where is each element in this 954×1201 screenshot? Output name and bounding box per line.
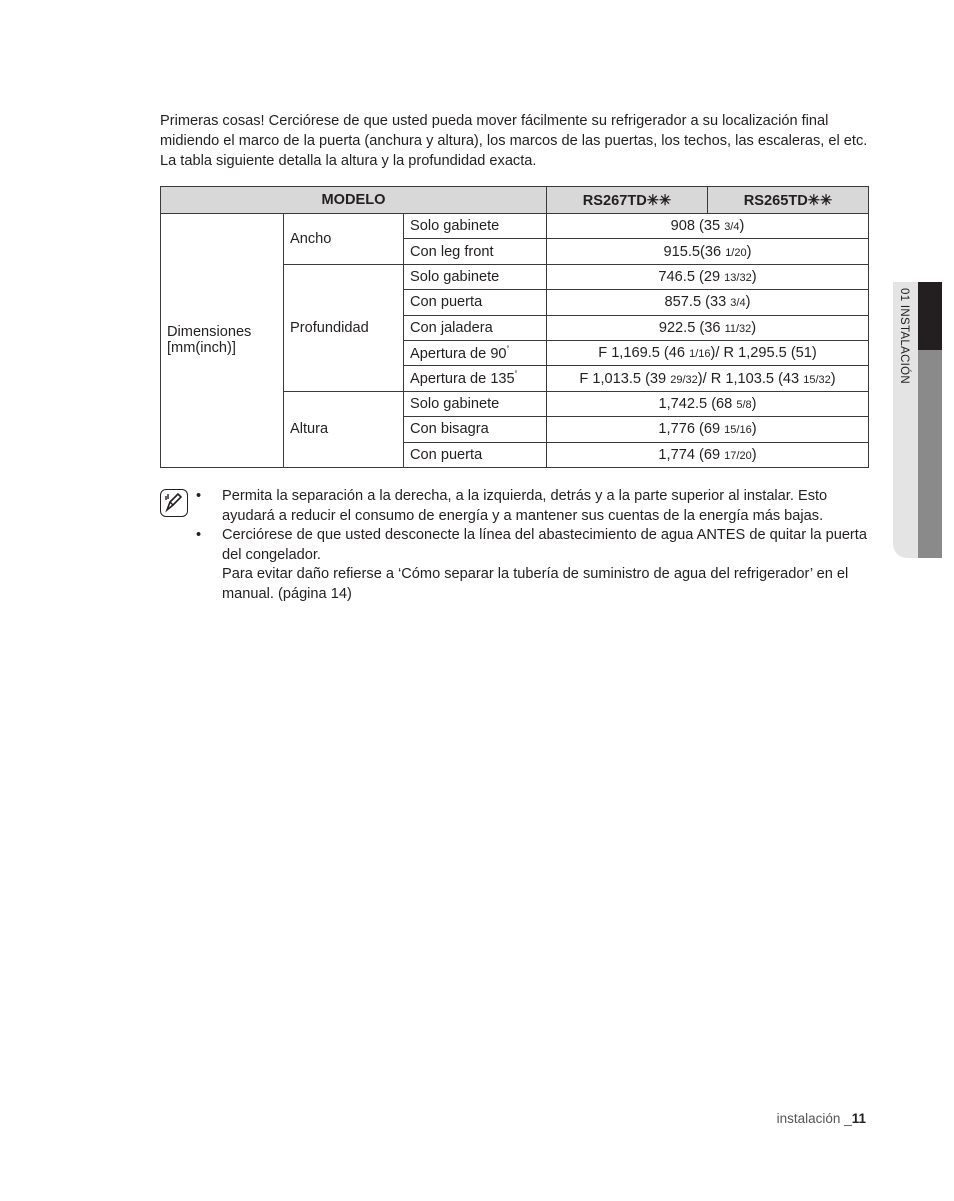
subgroup-ancho: Ancho	[284, 214, 404, 265]
row-label: Solo gabinete	[404, 264, 547, 289]
header-model: MODELO	[161, 187, 547, 214]
row-value: 1,776 (69 15/16)	[547, 417, 869, 442]
row-value: 1,774 (69 17/20)	[547, 442, 869, 467]
row-value: F 1,169.5 (46 1/16)/ R 1,295.5 (51)	[547, 340, 869, 365]
subgroup-profundidad: Profundidad	[284, 264, 404, 391]
row-label: Con puerta	[404, 290, 547, 315]
group-label-dimensions: Dimensiones [mm(inch)]	[161, 214, 284, 468]
page-footer	[777, 1111, 866, 1126]
row-value: F 1,013.5 (39 29/32)/ R 1,103.5 (43 15/32)	[547, 366, 869, 391]
row-label: Solo gabinete	[404, 391, 547, 416]
list-item: • Permita la separación a la derecha, a la izquierda, detrás y a la parte superior al instalar. Esto ayudará a reducir el consumo de energía y a mantener sus cuentas de la energía más bajas.	[196, 488, 828, 524]
row-value: 746.5 (29 13/32)	[547, 264, 869, 289]
row-label: Apertura de 135˚	[404, 366, 547, 391]
side-tab-marker	[918, 282, 942, 350]
notes-list	[196, 487, 868, 605]
row-value: 857.5 (33 3/4)	[547, 290, 869, 315]
row-label: Con puerta	[404, 442, 547, 467]
row-label: Apertura de 90˚	[404, 340, 547, 365]
row-value: 915.5(36 1/20)	[547, 239, 869, 264]
row-label: Con jaladera	[404, 315, 547, 340]
row-value: 922.5 (36 11/32)	[547, 315, 869, 340]
note-pencil-icon	[160, 489, 188, 517]
section-side-label: 01 INSTALACIÓN	[898, 288, 910, 385]
row-label: Con bisagra	[404, 417, 547, 442]
bullet: •	[196, 488, 202, 504]
intro-paragraph: Primeras cosas! Cerciórese de que usted pueda mover fácilmente su refrigerador a su localización final midiendo el marco de la puerta (anchura y altura), los marcos de las puertas, los techos, las escaleras, el etc. La tabla siguiente detalla la altura y la profundidad exacta.	[160, 113, 868, 169]
row-value: 908 (35 3/4)	[547, 214, 869, 239]
row-label: Con leg front	[404, 239, 547, 264]
subgroup-altura: Altura	[284, 391, 404, 467]
header-rs265td: RS265TD✳✳	[708, 187, 869, 214]
footer-section: instalación _	[776, 1111, 852, 1126]
row-value: 1,742.5 (68 5/8)	[547, 391, 869, 416]
dimensions-table	[160, 186, 869, 468]
side-tab-strip	[918, 350, 942, 558]
list-item: • Cerciórese de que usted desconecte la línea del abastecimiento de agua ANTES de quitar la puerta del congelador. Para evitar daño refierse a ‘Cómo separar la tubería de suministro de agua del refrigerador’ en el manual. (página 14)	[196, 527, 867, 602]
row-label: Solo gabinete	[404, 214, 547, 239]
bullet: •	[196, 527, 202, 544]
page-number: 11	[851, 1111, 866, 1126]
header-rs267td: RS267TD✳✳	[547, 187, 708, 214]
table-header-row	[161, 187, 869, 214]
table-row	[161, 214, 869, 239]
